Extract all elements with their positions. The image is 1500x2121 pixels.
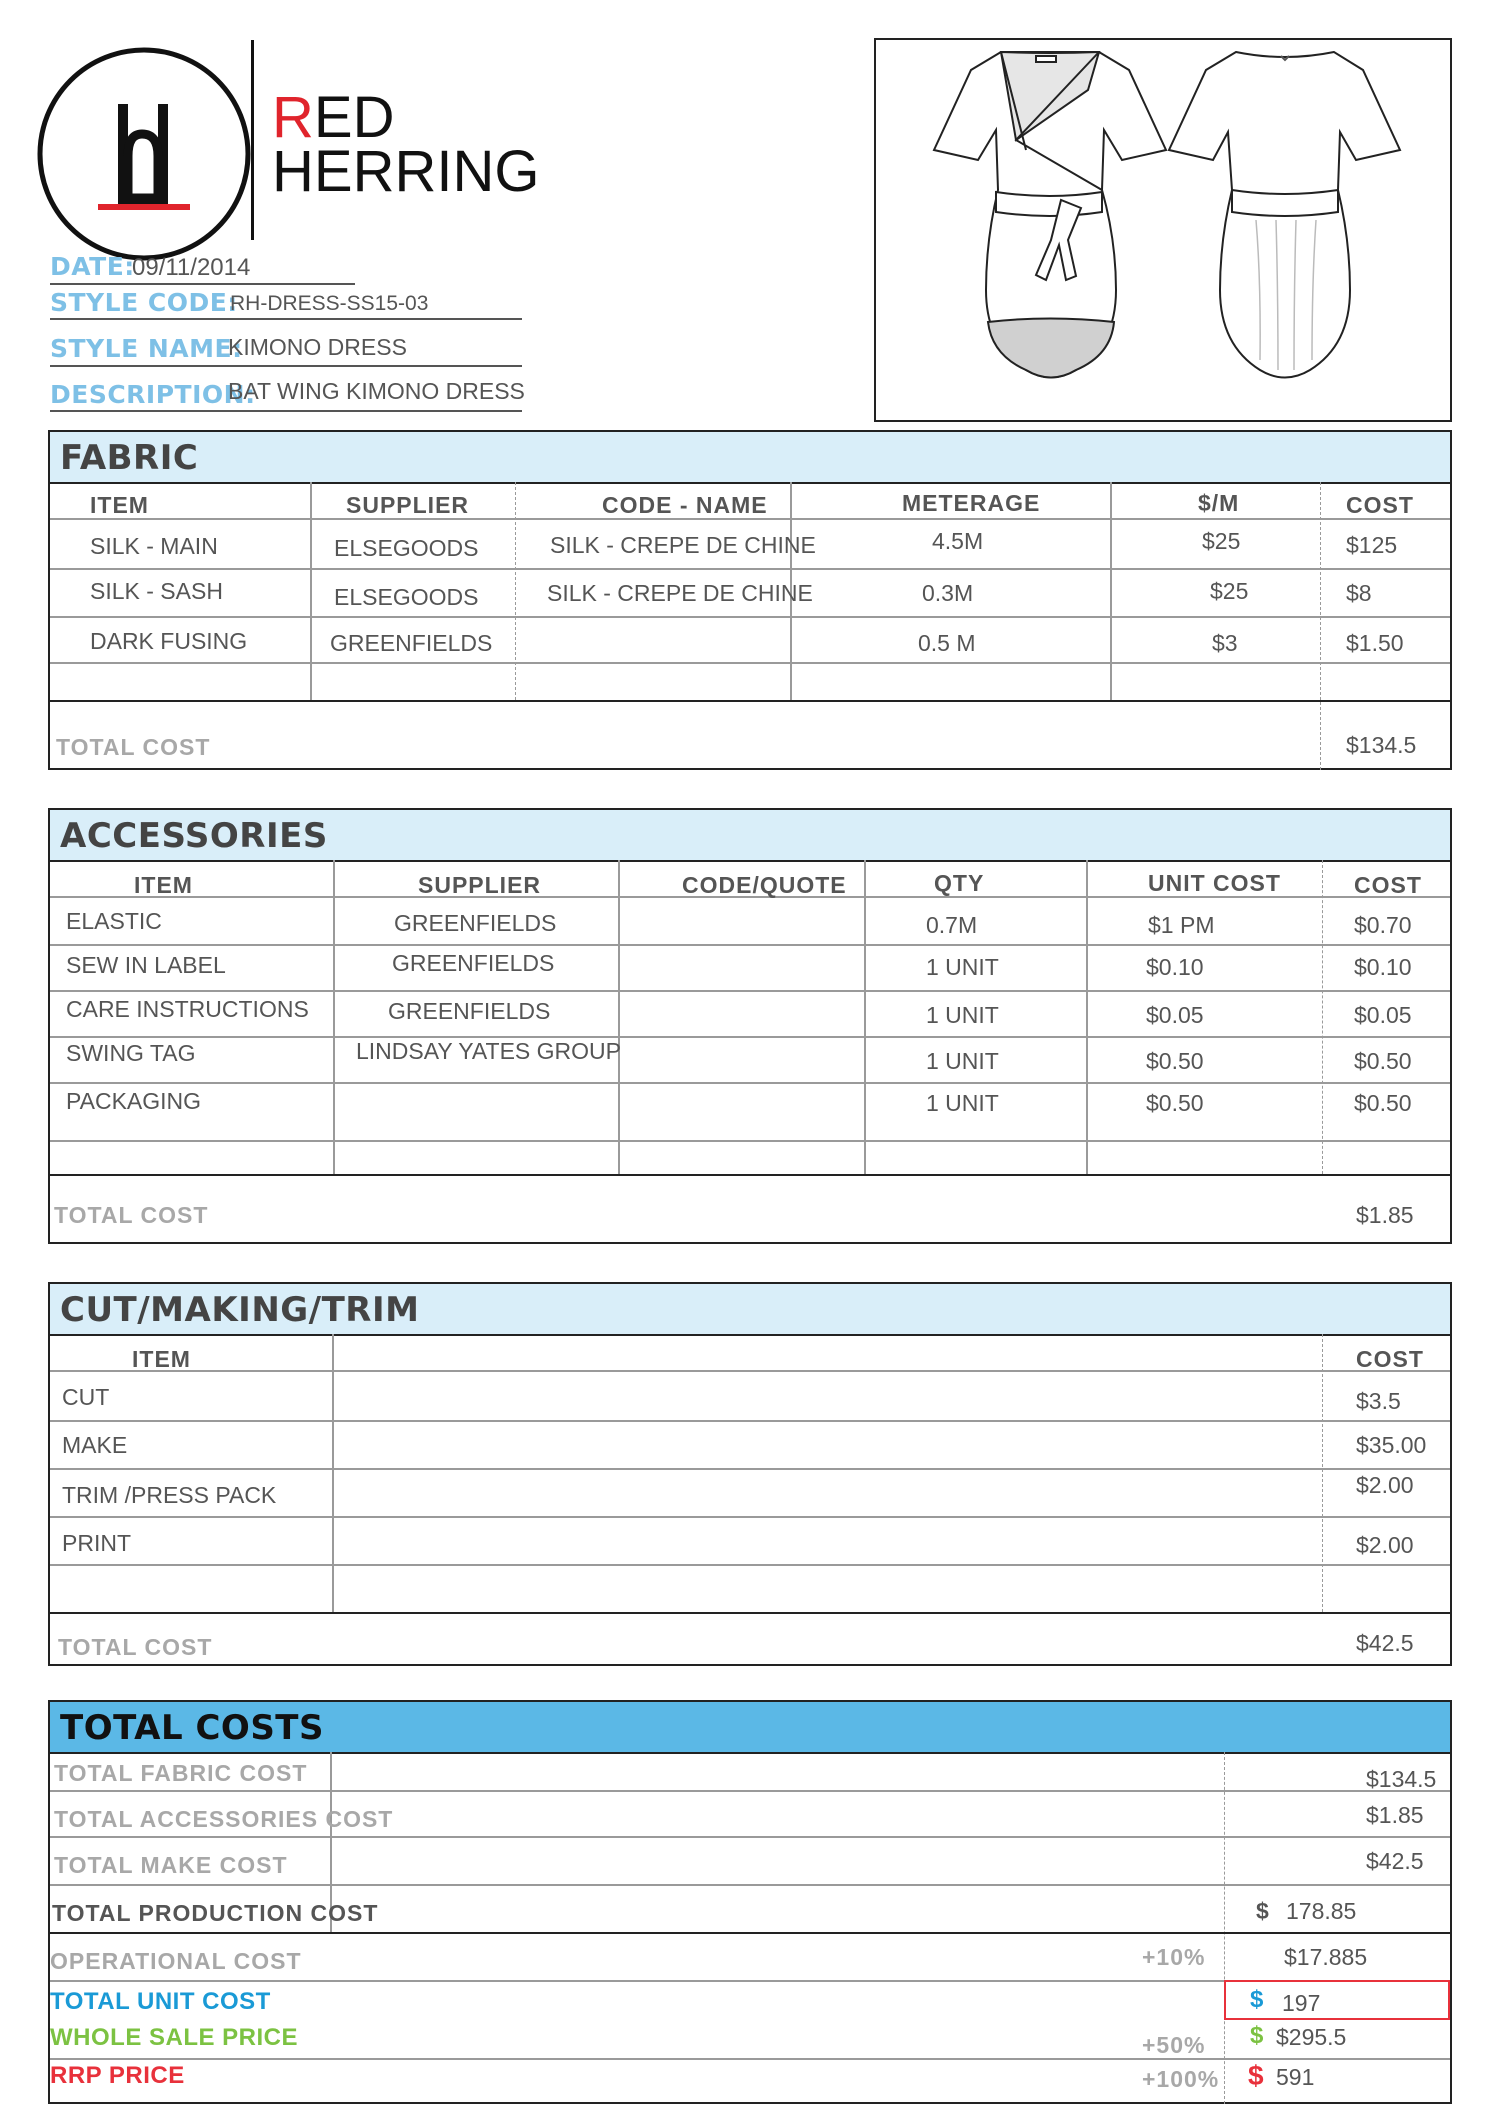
- unit-currency-icon: $: [1250, 1986, 1264, 2013]
- fabric-cell: $25: [1210, 578, 1249, 604]
- accessories-header-qty: QTY: [934, 870, 985, 896]
- accessories-cell: $0.50: [1354, 1090, 1412, 1116]
- accessories-header-code-quote: CODE/QUOTE: [682, 872, 847, 898]
- fabric-cell: DARK FUSING: [90, 628, 248, 654]
- total-unit-cost-label: TOTAL UNIT COST: [50, 1988, 271, 2015]
- rrp-currency-icon: $: [1248, 2060, 1265, 2091]
- fabric-header-cost: COST: [1346, 492, 1414, 518]
- accessories-cell: $0.10: [1146, 954, 1204, 980]
- totals-section: [48, 1700, 1452, 2104]
- style-name-value: KIMONO DRESS: [228, 334, 407, 360]
- cmt-title: CUT/MAKING/TRIM: [60, 1290, 420, 1330]
- cmt-total-label: TOTAL COST: [58, 1634, 213, 1660]
- accessories-cell: CARE INSTRUCTIONS: [66, 996, 309, 1022]
- fabric-cell: $8: [1346, 580, 1372, 606]
- accessories-cell: PACKAGING: [66, 1088, 202, 1114]
- accessories-header-unit-cost: UNIT COST: [1148, 870, 1281, 896]
- rrp-pct: +100%: [1142, 2066, 1220, 2092]
- wholesale-pct: +50%: [1142, 2032, 1206, 2058]
- fabric-cell: SILK - SASH: [90, 578, 223, 604]
- accessories-cell: GREENFIELDS: [392, 950, 555, 976]
- cmt-header-cost: COST: [1356, 1346, 1424, 1372]
- style-name-label: STYLE NAME:: [50, 334, 243, 363]
- accessories-header-item: ITEM: [134, 872, 193, 898]
- operational-cost-value: $17.885: [1284, 1944, 1368, 1970]
- cmt-section: [48, 1282, 1452, 1666]
- accessories-cell: $0.70: [1354, 912, 1412, 938]
- style-code-value: RH-DRESS-SS15-03: [230, 292, 429, 315]
- cmt-cell: MAKE: [62, 1432, 128, 1458]
- accessories-cell: 1 UNIT: [926, 1090, 999, 1116]
- accessories-cell: 1 UNIT: [926, 1002, 999, 1028]
- total-fabric-label: TOTAL FABRIC COST: [54, 1760, 308, 1786]
- accessories-header-supplier: SUPPLIER: [418, 872, 542, 898]
- fabric-cell: GREENFIELDS: [330, 630, 493, 656]
- accessories-cell: $0.50: [1146, 1090, 1204, 1116]
- accessories-total-value: $1.85: [1356, 1202, 1414, 1228]
- accessories-cell: $1 PM: [1148, 912, 1215, 938]
- cmt-total-value: $42.5: [1356, 1630, 1414, 1656]
- total-make-label: TOTAL MAKE COST: [54, 1852, 288, 1878]
- total-accessories-value: $1.85: [1366, 1802, 1424, 1828]
- accessories-cell: $0.50: [1146, 1048, 1204, 1074]
- fabric-cell: $125: [1346, 532, 1398, 558]
- wholesale-value: $295.5: [1276, 2024, 1347, 2050]
- rrp-value: 591: [1276, 2064, 1315, 2090]
- total-make-value: $42.5: [1366, 1848, 1424, 1874]
- fabric-cell: $25: [1202, 528, 1241, 554]
- fabric-cell: SILK - CREPE DE CHINE: [547, 580, 813, 606]
- fabric-cell: SILK - MAIN: [90, 533, 218, 559]
- fabric-cell: 0.5 M: [918, 630, 976, 656]
- production-currency-icon: $: [1256, 1898, 1270, 1924]
- fabric-total-value: $134.5: [1346, 732, 1417, 758]
- fabric-title: FABRIC: [60, 438, 199, 478]
- fabric-cell: 0.3M: [922, 580, 974, 606]
- totals-title: TOTAL COSTS: [60, 1708, 324, 1748]
- fabric-header-meterage: METERAGE: [902, 490, 1041, 516]
- total-accessories-label: TOTAL ACCESSORIES COST: [54, 1806, 394, 1832]
- accessories-cell: 1 UNIT: [926, 954, 999, 980]
- accessories-cell: $0.05: [1354, 1002, 1412, 1028]
- accessories-cell: $0.50: [1354, 1048, 1412, 1074]
- fabric-cell: ELSEGOODS: [334, 584, 479, 610]
- total-fabric-value: $134.5: [1366, 1766, 1437, 1792]
- fabric-cell: 4.5M: [932, 528, 984, 554]
- fabric-header-code-name: CODE - NAME: [602, 492, 768, 518]
- rrp-label: RRP PRICE: [50, 2062, 185, 2089]
- brand-divider: [251, 40, 254, 240]
- total-production-value: 178.85: [1286, 1898, 1357, 1924]
- accessories-cell: GREENFIELDS: [394, 910, 557, 936]
- wholesale-currency-icon: $: [1250, 2022, 1264, 2049]
- cmt-cell: CUT: [62, 1384, 110, 1410]
- fabric-cell: ELSEGOODS: [334, 535, 479, 561]
- fabric-header-per-metre: $/M: [1198, 490, 1240, 516]
- operational-cost-label: OPERATIONAL COST: [50, 1948, 302, 1974]
- accessories-cell: GREENFIELDS: [388, 998, 551, 1024]
- total-production-label: TOTAL PRODUCTION COST: [52, 1900, 379, 1926]
- accessories-cell: ELASTIC: [66, 908, 162, 934]
- fabric-section: [48, 430, 1452, 770]
- fabric-cell: SILK - CREPE DE CHINE: [550, 532, 816, 558]
- accessories-total-label: TOTAL COST: [54, 1202, 209, 1228]
- style-code-label: STYLE CODE:: [50, 288, 238, 317]
- cmt-cell: $35.00: [1356, 1432, 1427, 1458]
- dress-front-sketch-icon: [876, 40, 1450, 420]
- fabric-total-label: TOTAL COST: [56, 734, 211, 760]
- wholesale-label: WHOLE SALE PRICE: [50, 2024, 299, 2051]
- brand-name-line1: RED: [272, 85, 395, 150]
- cmt-cell: TRIM /PRESS PACK: [62, 1482, 277, 1508]
- operational-pct: +10%: [1142, 1944, 1206, 1970]
- cmt-cell: $2.00: [1356, 1472, 1414, 1498]
- accessories-cell: 0.7M: [926, 912, 978, 938]
- accessories-cell: SEW IN LABEL: [66, 952, 226, 978]
- cmt-header-item: ITEM: [132, 1346, 191, 1372]
- accessories-title: ACCESSORIES: [60, 816, 328, 856]
- fabric-header-item: ITEM: [90, 492, 149, 518]
- fabric-cell: $3: [1212, 630, 1238, 656]
- total-unit-cost-value: 197: [1282, 1990, 1321, 2016]
- date-label: DATE:: [50, 252, 135, 281]
- description-label: DESCRIPTION:: [50, 380, 256, 409]
- accessories-cell: LINDSAY YATES GROUP: [356, 1038, 622, 1064]
- accessories-cell: SWING TAG: [66, 1040, 196, 1066]
- sketch-panel: [874, 38, 1452, 422]
- brand-logo-icon: [34, 44, 254, 264]
- accessories-cell: $0.10: [1354, 954, 1412, 980]
- accessories-cell: 1 UNIT: [926, 1048, 999, 1074]
- cmt-cell: $3.5: [1356, 1388, 1401, 1414]
- fabric-header-supplier: SUPPLIER: [346, 492, 470, 518]
- fabric-cell: $1.50: [1346, 630, 1404, 656]
- cmt-cell: PRINT: [62, 1530, 131, 1556]
- date-value: 09/11/2014: [132, 254, 251, 281]
- cmt-cell: $2.00: [1356, 1532, 1414, 1558]
- brand-name-line2: HERRING: [272, 139, 540, 204]
- accessories-cell: $0.05: [1146, 1002, 1204, 1028]
- accessories-section: [48, 808, 1452, 1244]
- description-value: BAT WING KIMONO DRESS: [228, 378, 525, 404]
- accessories-header-cost: COST: [1354, 872, 1422, 898]
